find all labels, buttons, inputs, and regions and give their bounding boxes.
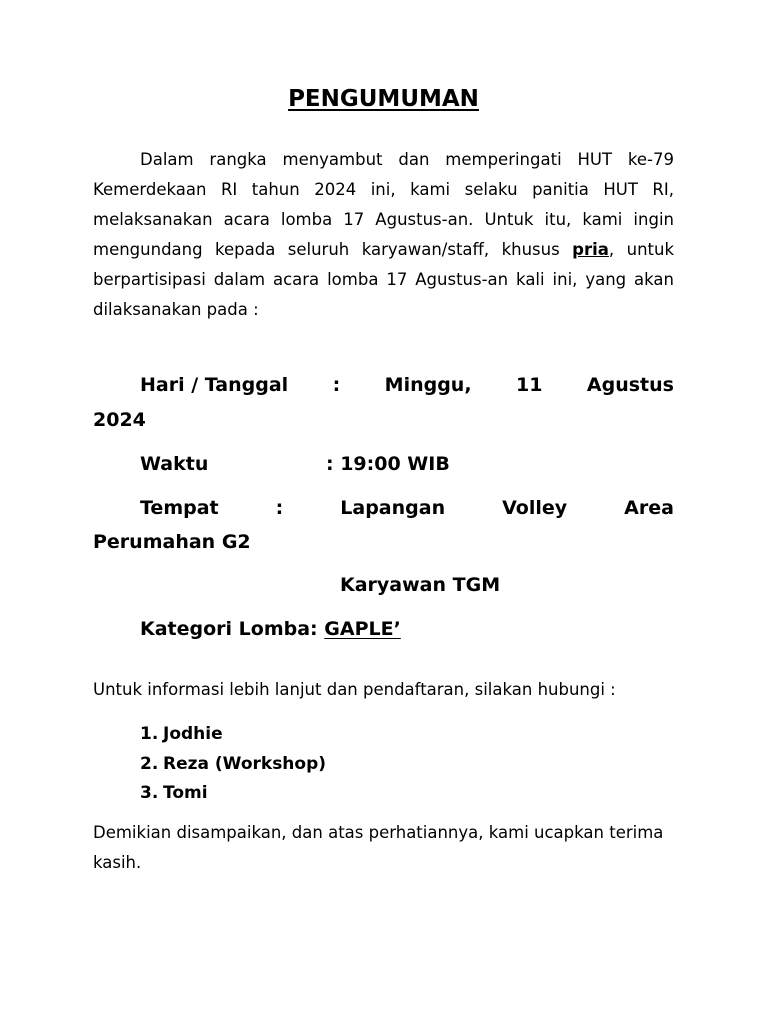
place-label: Tempat xyxy=(140,497,219,519)
list-item xyxy=(140,720,326,750)
contact-name: Tomi xyxy=(163,783,208,803)
place-word-3: Area xyxy=(624,497,674,519)
intro-emphasis: pria xyxy=(572,240,609,259)
list-item xyxy=(140,750,326,780)
place-row xyxy=(93,497,674,519)
date-word-1: Minggu, xyxy=(384,374,472,396)
time-row xyxy=(140,453,450,475)
place-word-2: Volley xyxy=(502,497,568,519)
intro-text-part2: , untuk berpartisipasi dalam acara lomba 17 Agustus-an kali ini, yang akan dilaksanakan pada : xyxy=(93,240,675,319)
time-label: Waktu xyxy=(140,453,209,475)
info-text: Untuk informasi lebih lanjut dan pendaftaran, silakan hubungi : xyxy=(93,680,616,699)
place-line-2: Perumahan G2 xyxy=(93,531,251,553)
date-word-3: Agustus xyxy=(586,374,674,396)
date-word-2: 11 xyxy=(516,374,543,396)
list-number: 2. xyxy=(140,753,159,774)
category-label: Kategori Lomba: xyxy=(140,618,318,640)
intro-text-part1: Dalam rangka menyambut dan memperingati HUT ke-79 Kemerdekaan RI tahun 2024 ini, kami selaku panitia HUT RI, melaksanakan acara lomba 17 Agustus-an. Untuk itu, kami ingin mengundang kepada seluruh karyawan/staff, khusus xyxy=(93,150,674,259)
list-number: 3. xyxy=(140,783,159,803)
closing-text: Demikian disampaikan, dan atas perhatiannya, kami ucapkan terima kasih. xyxy=(93,823,664,872)
date-year: 2024 xyxy=(93,409,146,431)
time-value: : 19:00 WIB xyxy=(326,453,450,475)
list-number: 1. xyxy=(140,724,159,744)
page-title: PENGUMUMAN xyxy=(288,86,479,112)
date-label: Hari / Tanggal xyxy=(140,374,289,396)
category-value: GAPLE’ xyxy=(324,618,401,640)
place-line-3: Karyawan TGM xyxy=(340,574,501,596)
category-row xyxy=(140,618,401,640)
contact-name: Reza (Workshop) xyxy=(163,753,327,774)
place-colon: : xyxy=(275,497,284,519)
place-word-1: Lapangan xyxy=(340,497,446,519)
intro-paragraph xyxy=(93,145,674,325)
contact-name: Jodhie xyxy=(163,724,223,744)
date-colon: : xyxy=(332,374,341,396)
contact-list xyxy=(140,720,326,809)
list-item xyxy=(140,779,326,809)
date-row xyxy=(93,374,674,396)
